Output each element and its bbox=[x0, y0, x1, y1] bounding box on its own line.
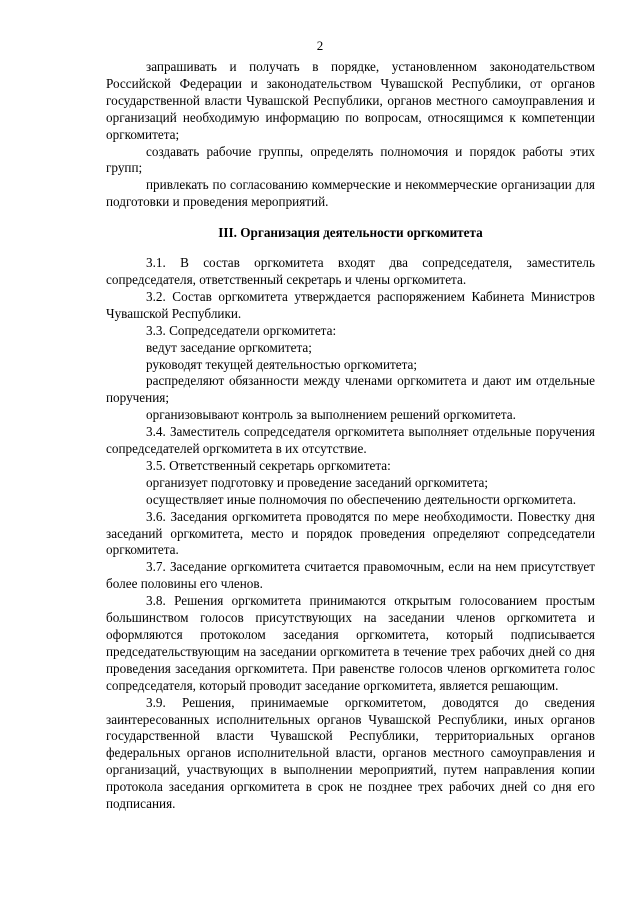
list-item: распределяют обязанности между членами оргкомитета и дают им отдельные поручения; bbox=[106, 373, 595, 406]
document-body bbox=[106, 59, 595, 813]
list-item: осуществляет иные полномочия по обеспечению деятельности оргкомитета. bbox=[146, 491, 576, 507]
paragraph-working-groups: создавать рабочие группы, определять полномочия и порядок работы этих групп; bbox=[106, 143, 595, 176]
paragraph-3-2: 3.2. Состав оргкомитета утверждается распоряжением Кабинета Министров Чувашской Республики. bbox=[106, 288, 595, 321]
paragraph-3-6: 3.6. Заседания оргкомитета проводятся по мере необходимости. Повестку дня заседаний оргкомитета, место и порядок проведения определяют сопредседатели оргкомитета. bbox=[106, 508, 595, 558]
paragraph-3-8: 3.8. Решения оргкомитета принимаются открытым голосованием простым большинством голосов присутствующих на заседании членов оргкомитета и оформляются протоколом заседания оргкомитета, который подписывается председательствующим на заседании оргкомитета в течение трех рабочих дней со дня проведения заседания оргкомитета. При равенстве голосов членов оргкомитета голос сопредседателя, который проводит заседание оргкомитета, является решающим. bbox=[106, 593, 595, 693]
paragraph-3-9: 3.9. Решения, принимаемые оргкомитетом, доводятся до сведения заинтересованных исполнительных органов Чувашской Республики, иных органов государственной власти Чувашской Республики, территориальных органов федеральных органов исполнительной власти, органов местного самоуправления и организаций, участвующих в выполнении мероприятий, путем направления копии протокола заседания оргкомитета в срок не позднее трех рабочих дней со дня его подписания. bbox=[106, 694, 595, 812]
paragraph-3-3: 3.3. Сопредседатели оргкомитета: bbox=[146, 322, 337, 338]
list-item: руководят текущей деятельностью оргкомитета; bbox=[146, 356, 418, 372]
list-item: организует подготовку и проведение заседаний оргкомитета; bbox=[146, 474, 489, 490]
list-item: ведут заседание оргкомитета; bbox=[146, 339, 312, 355]
page-number: 2 bbox=[316, 38, 324, 53]
paragraph-request-info: запрашивать и получать в порядке, установленном законодательством Российской Федерации и законодательством Чувашской Республики, от органов государственной власти Чувашской Республики, органов местного самоуправления и организаций необходимую информацию по вопросам, относящимся к компетенции оргкомитета; bbox=[106, 59, 595, 142]
paragraph-3-4: 3.4. Заместитель сопредседателя оргкомитета выполняет отдельные поручения сопредседателей оргкомитета в их отсутствие. bbox=[106, 424, 595, 457]
paragraph-3-1: 3.1. В состав оргкомитета входят два сопредседателя, заместитель сопредседателя, ответственный секретарь и члены оргкомитета. bbox=[106, 255, 595, 287]
paragraph-3-5: 3.5. Ответственный секретарь оргкомитета: bbox=[146, 457, 391, 473]
list-item: организовывают контроль за выполнением решений оргкомитета. bbox=[146, 407, 516, 423]
section-heading: III. Организация деятельности оргкомитета bbox=[218, 225, 483, 241]
paragraph-attract-organizations: привлекать по согласованию коммерческие и некоммерческие организации для подготовки и проведения мероприятий. bbox=[106, 177, 595, 210]
paragraph-3-7: 3.7. Заседание оргкомитета считается правомочным, если на нем присутствует более половины его членов. bbox=[106, 559, 595, 592]
